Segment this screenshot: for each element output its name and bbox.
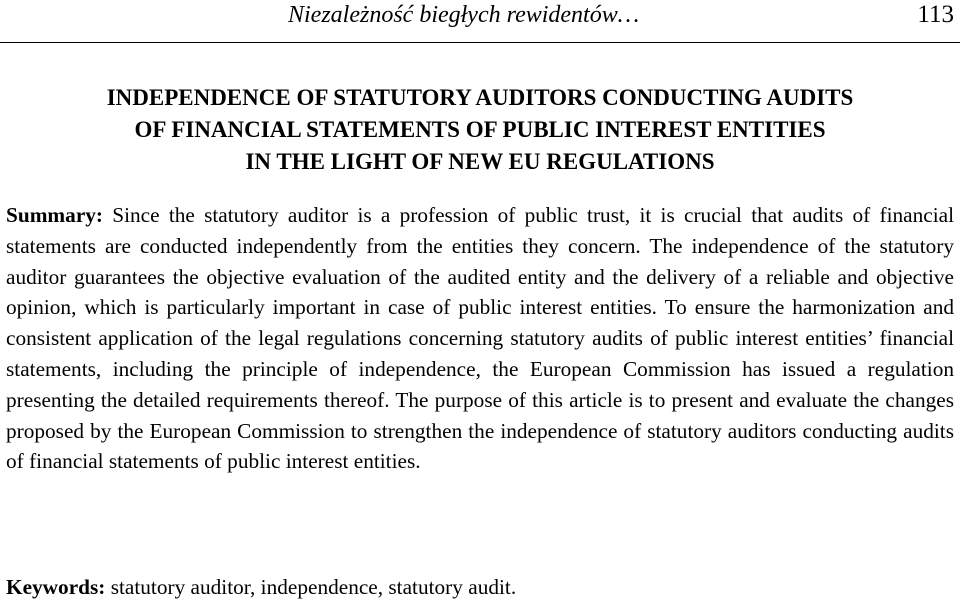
summary-paragraph (6, 200, 954, 477)
keywords-text: statutory auditor, independence, statutory audit. (110, 575, 517, 599)
article-title (0, 82, 960, 178)
summary-text: Since the statutory auditor is a profession of public trust, it is crucial that audits of financial statements are conducted independently from the entities they concern. The independence of the statutory auditor guarantees the objective evaluation of the audited entity and the delivery of a reliable and objective opinion, which is particularly important in case of public interest entities. To ensure the harmonization and consistent application of the legal regulations concerning statutory audits of public interest entities’ financial statements, including the principle of independence, the European Commission has issued a regulation presenting the detailed requirements thereof. The purpose of this article is to present and evaluate the changes proposed by the European Commission to strengthen the independence of statutory auditors conducting audits of financial statements of public interest entities. (6, 203, 954, 474)
keywords-label: Keywords: (6, 575, 106, 599)
summary-label: Summary: (6, 203, 104, 227)
title-line-1: INDEPENDENCE OF STATUTORY AUDITORS CONDUCTING AUDITS (106, 85, 854, 110)
running-header (0, 0, 960, 43)
running-title: Niezależność biegłych rewidentów… (288, 2, 640, 28)
title-line-3: IN THE LIGHT OF NEW EU REGULATIONS (245, 149, 715, 174)
title-line-2: OF FINANCIAL STATEMENTS OF PUBLIC INTEREST ENTITIES (134, 117, 826, 142)
page-number: 113 (917, 1, 954, 28)
keywords-paragraph (6, 572, 954, 602)
